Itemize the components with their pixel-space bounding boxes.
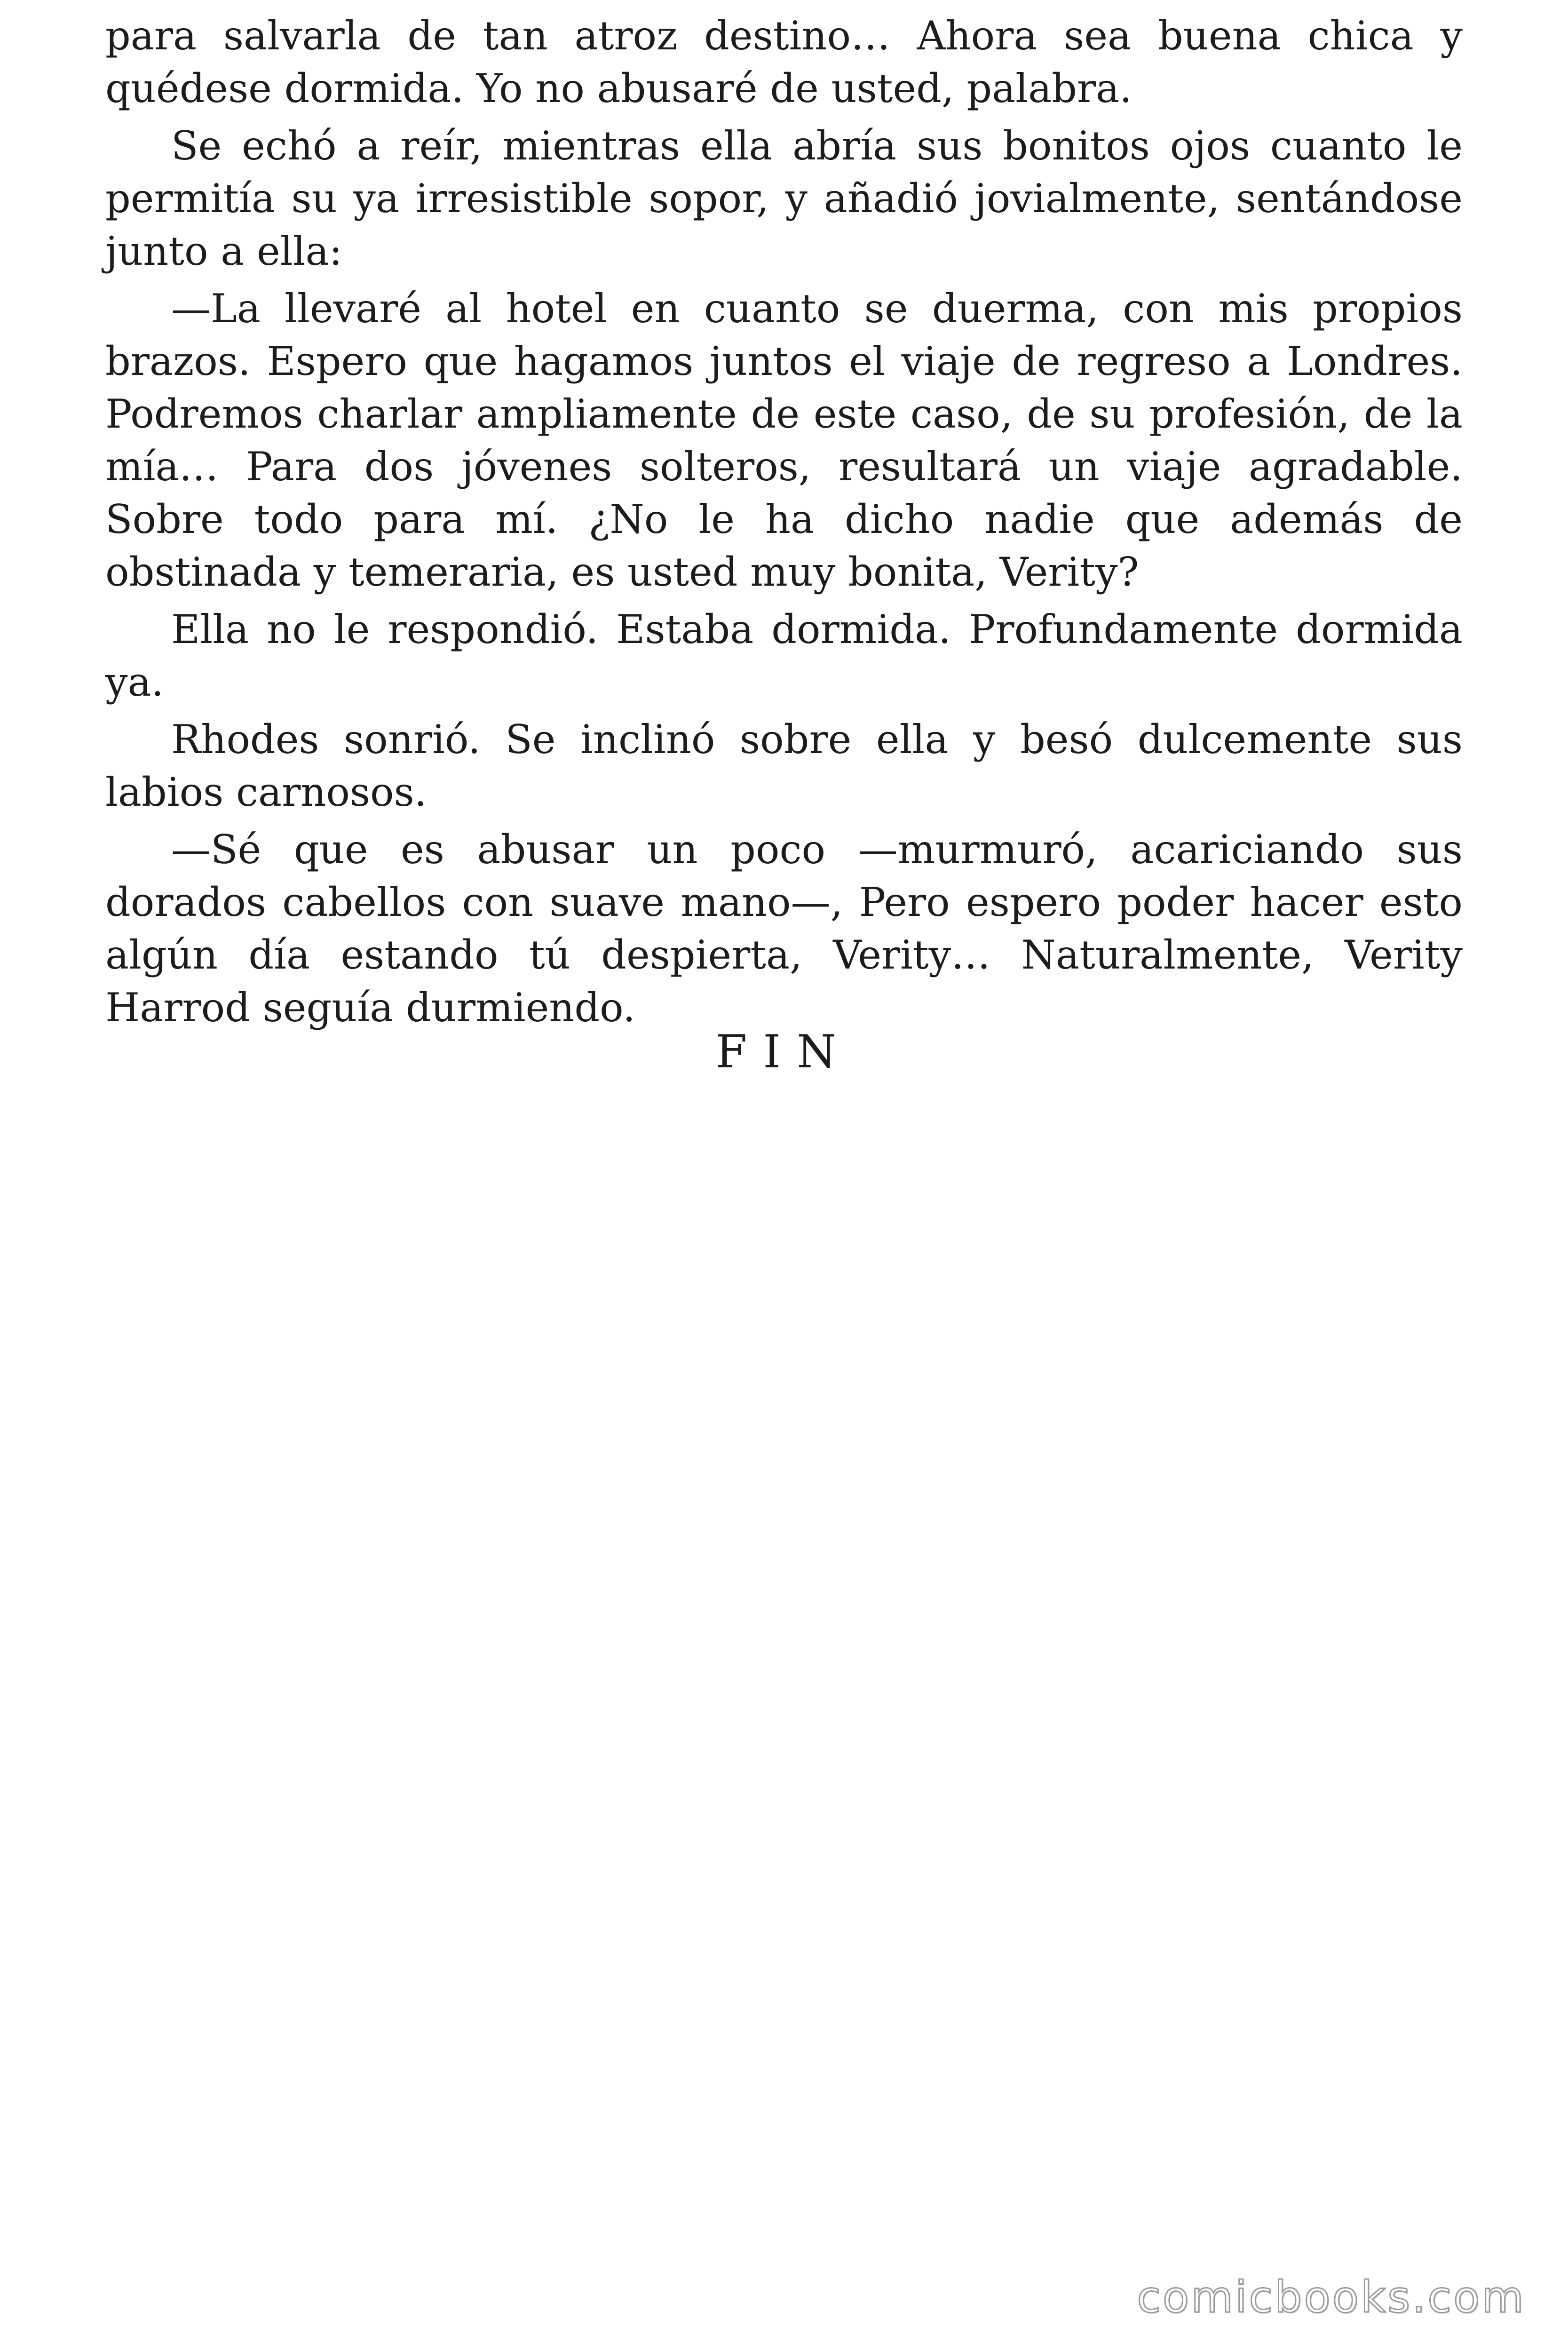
paragraph: Se echó a reír, mientras ella abría sus bonitos ojos cuanto le permitía su ya irresistible sopor, y añadió jovialmente, sentándose junto a ella: xyxy=(105,123,1463,274)
watermark-logo: comicbooks.com xyxy=(1137,2272,1526,2322)
paragraph: para salvarla de tan atroz destino… Ahora sea buena chica y quédese dormida. Yo no abusaré de usted, palabra. xyxy=(105,13,1463,111)
end-marker: FIN xyxy=(715,1025,853,1078)
paragraph: —La llevaré al hotel en cuanto se duerma, con mis propios brazos. Espero que hagamos juntos el viaje de regreso a Londres. Podremos charlar ampliamente de este caso, de su profesión, de la mía… Para dos jóvenes solteros, resultará un viaje agradable. Sobre todo para mí. ¿No le ha dicho nadie que además de obstinada y temeraria, es usted muy bonita, Verity? xyxy=(105,286,1463,595)
paragraph: —Sé que es abusar un poco —murmuró, acariciando sus dorados cabellos con suave mano—, Pero espero poder hacer esto algún día estando tú despierta, Verity… Naturalmente, Verity Harrod seguía durmiendo. xyxy=(105,826,1463,1031)
body-text xyxy=(105,9,1463,1039)
paragraph: Ella no le respondió. Estaba dormida. Profundamente dormida ya. xyxy=(105,606,1463,705)
paragraph: Rhodes sonrió. Se inclinó sobre ella y besó dulcemente sus labios carnosos. xyxy=(105,716,1463,815)
